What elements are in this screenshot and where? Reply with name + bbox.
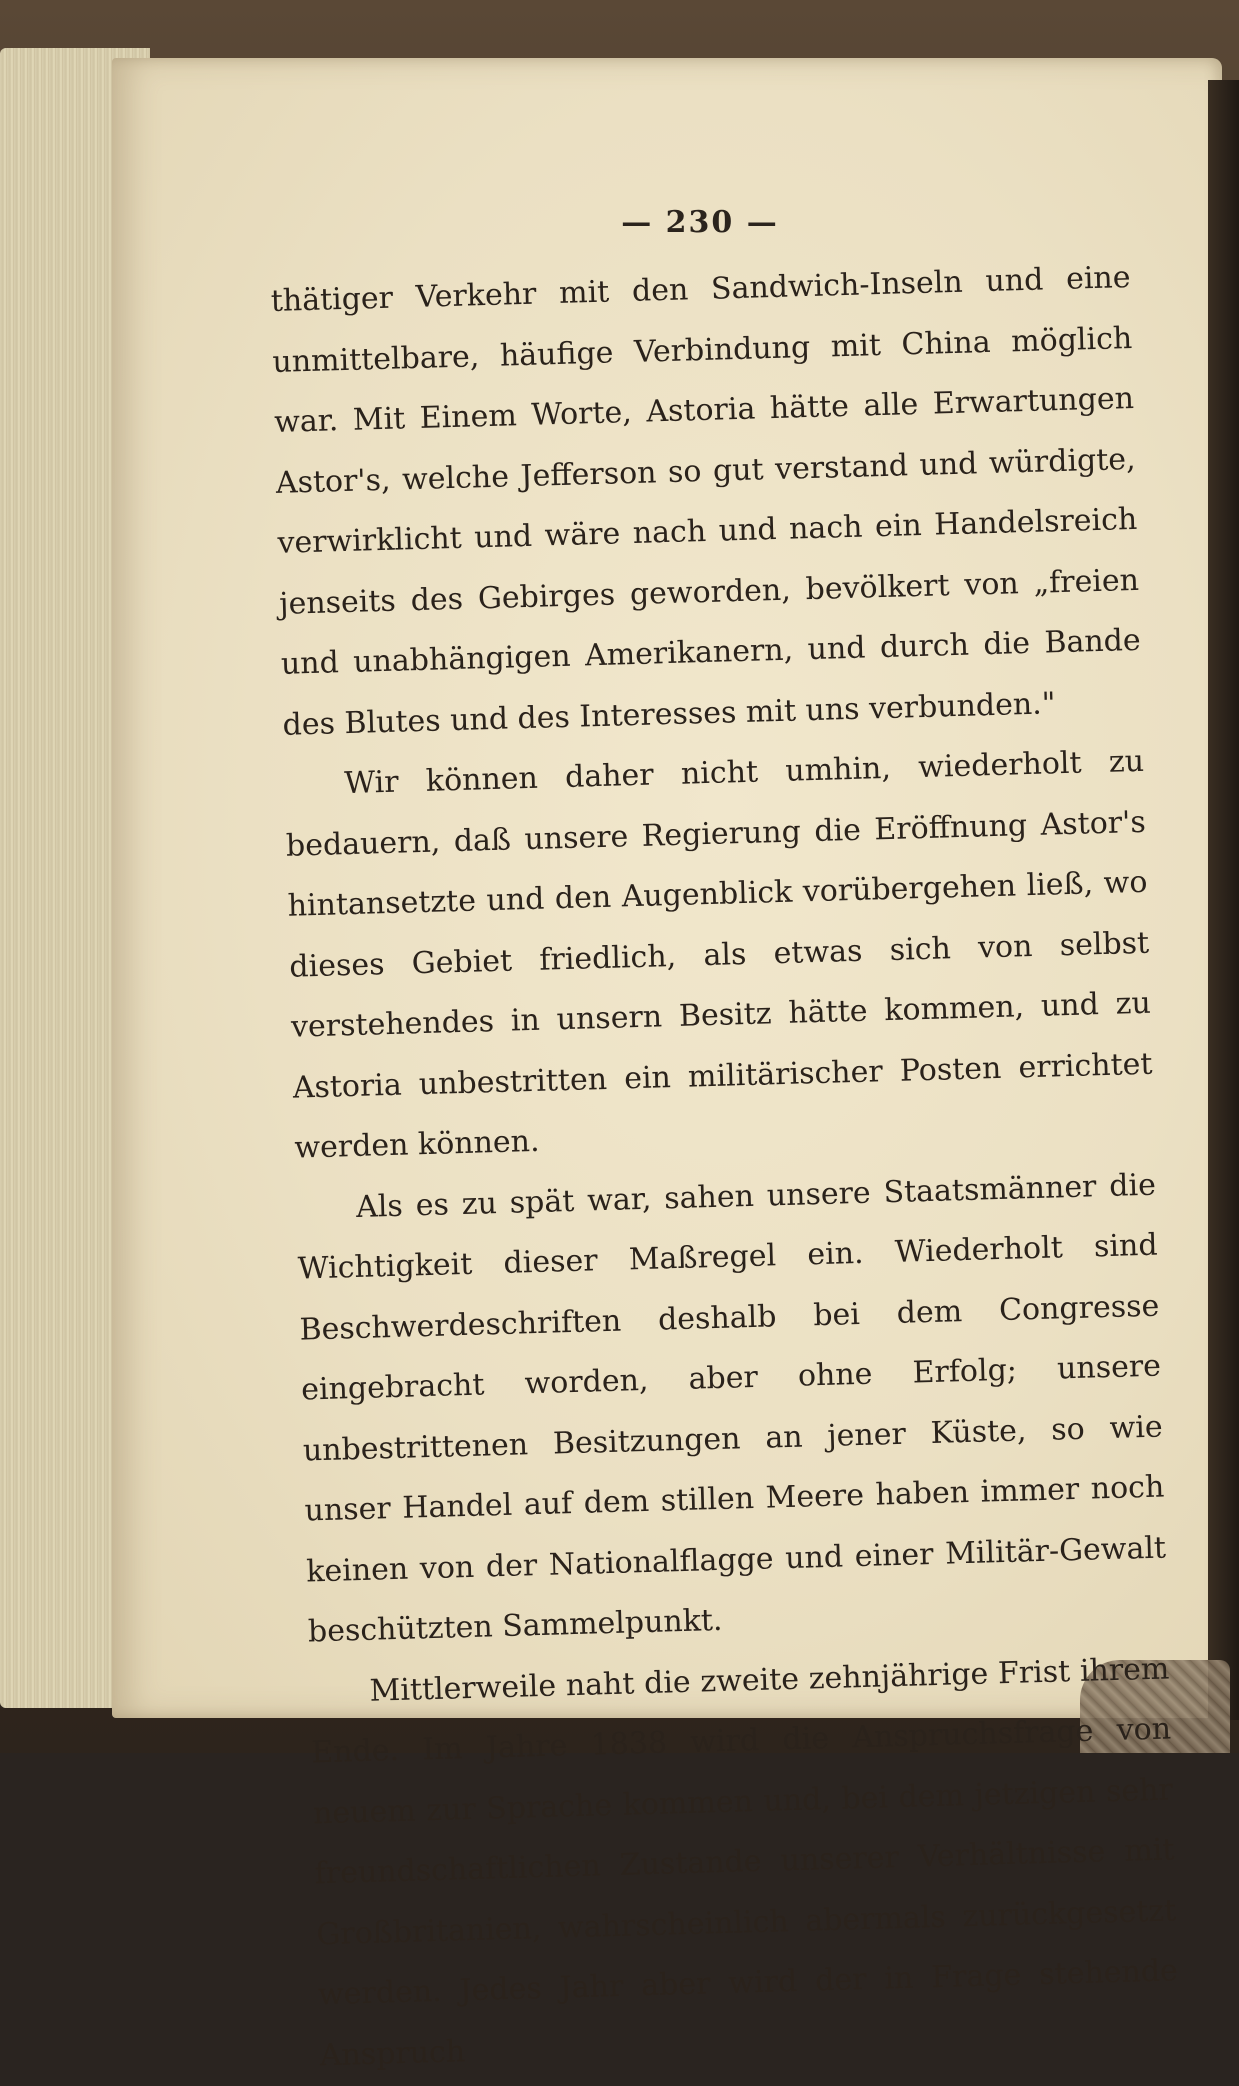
page-number: — 230 —: [621, 205, 779, 240]
paragraph: thätiger Verkehr mit den Sandwich-Inseln und eine unmittelbare, häufige Verbindung mit China möglich war. Mit Einem Worte, Astoria hätte alle Erwartungen Astor's, welche Jefferson so gut verstand und würdigte, verwirklicht und wäre nach und nach ein Handelsreich jenseits des Gebirges geworden, bevölkert von „freien und unabhängigen Amerikanern, und durch die Bande des Blutes und des Interesses mit uns verbunden.": [270, 259, 1142, 743]
paragraph: Als es zu spät war, sahen unsere Staatsmänner die Wichtigkeit dieser Maßregel ein. Wiederholt sind Beschwerdeschriften deshalb bei dem Congresse eingebracht worden, aber ohne Erfolg; unsere unbestrittenen Besitzungen an jener Küste, so wie unser Handel auf dem stillen Meere haben immer noch keinen von der Nationalflagge und einer Militär-Gewalt beschützten Sammelpunkt.: [297, 1167, 1167, 1650]
binding-edge: [1208, 80, 1239, 1720]
paragraph: Mittlerweile naht die zweite zehnjährige Frist ihrem Ende. Im Jahre 1838 wird die Anspruchsfrage von neuem zur Sprache kommen und, bei dem jetzigen sehr freundschaftlichen Zustande unserer Verhältnisse mit Großbritanien, wahrscheinlich abermals zurückgesetzt werden. Jedes Jahr aber wird der in Frage stehende Anspruch: [310, 1650, 1179, 2073]
paragraph: Wir können daher nicht umhin, wiederholt zu bedauern, daß unsere Regierung die Eröffnung Astor's hintansetzte und den Augenblick vorübergehen ließ, wo dieses Gebiet friedlich, als etwas sich von selbst verstehendes in unsern Besitz hätte kommen, und zu Astoria unbestritten ein militärischer Posten errichtet werden können.: [285, 743, 1153, 1166]
body-text: [270, 248, 1180, 2086]
